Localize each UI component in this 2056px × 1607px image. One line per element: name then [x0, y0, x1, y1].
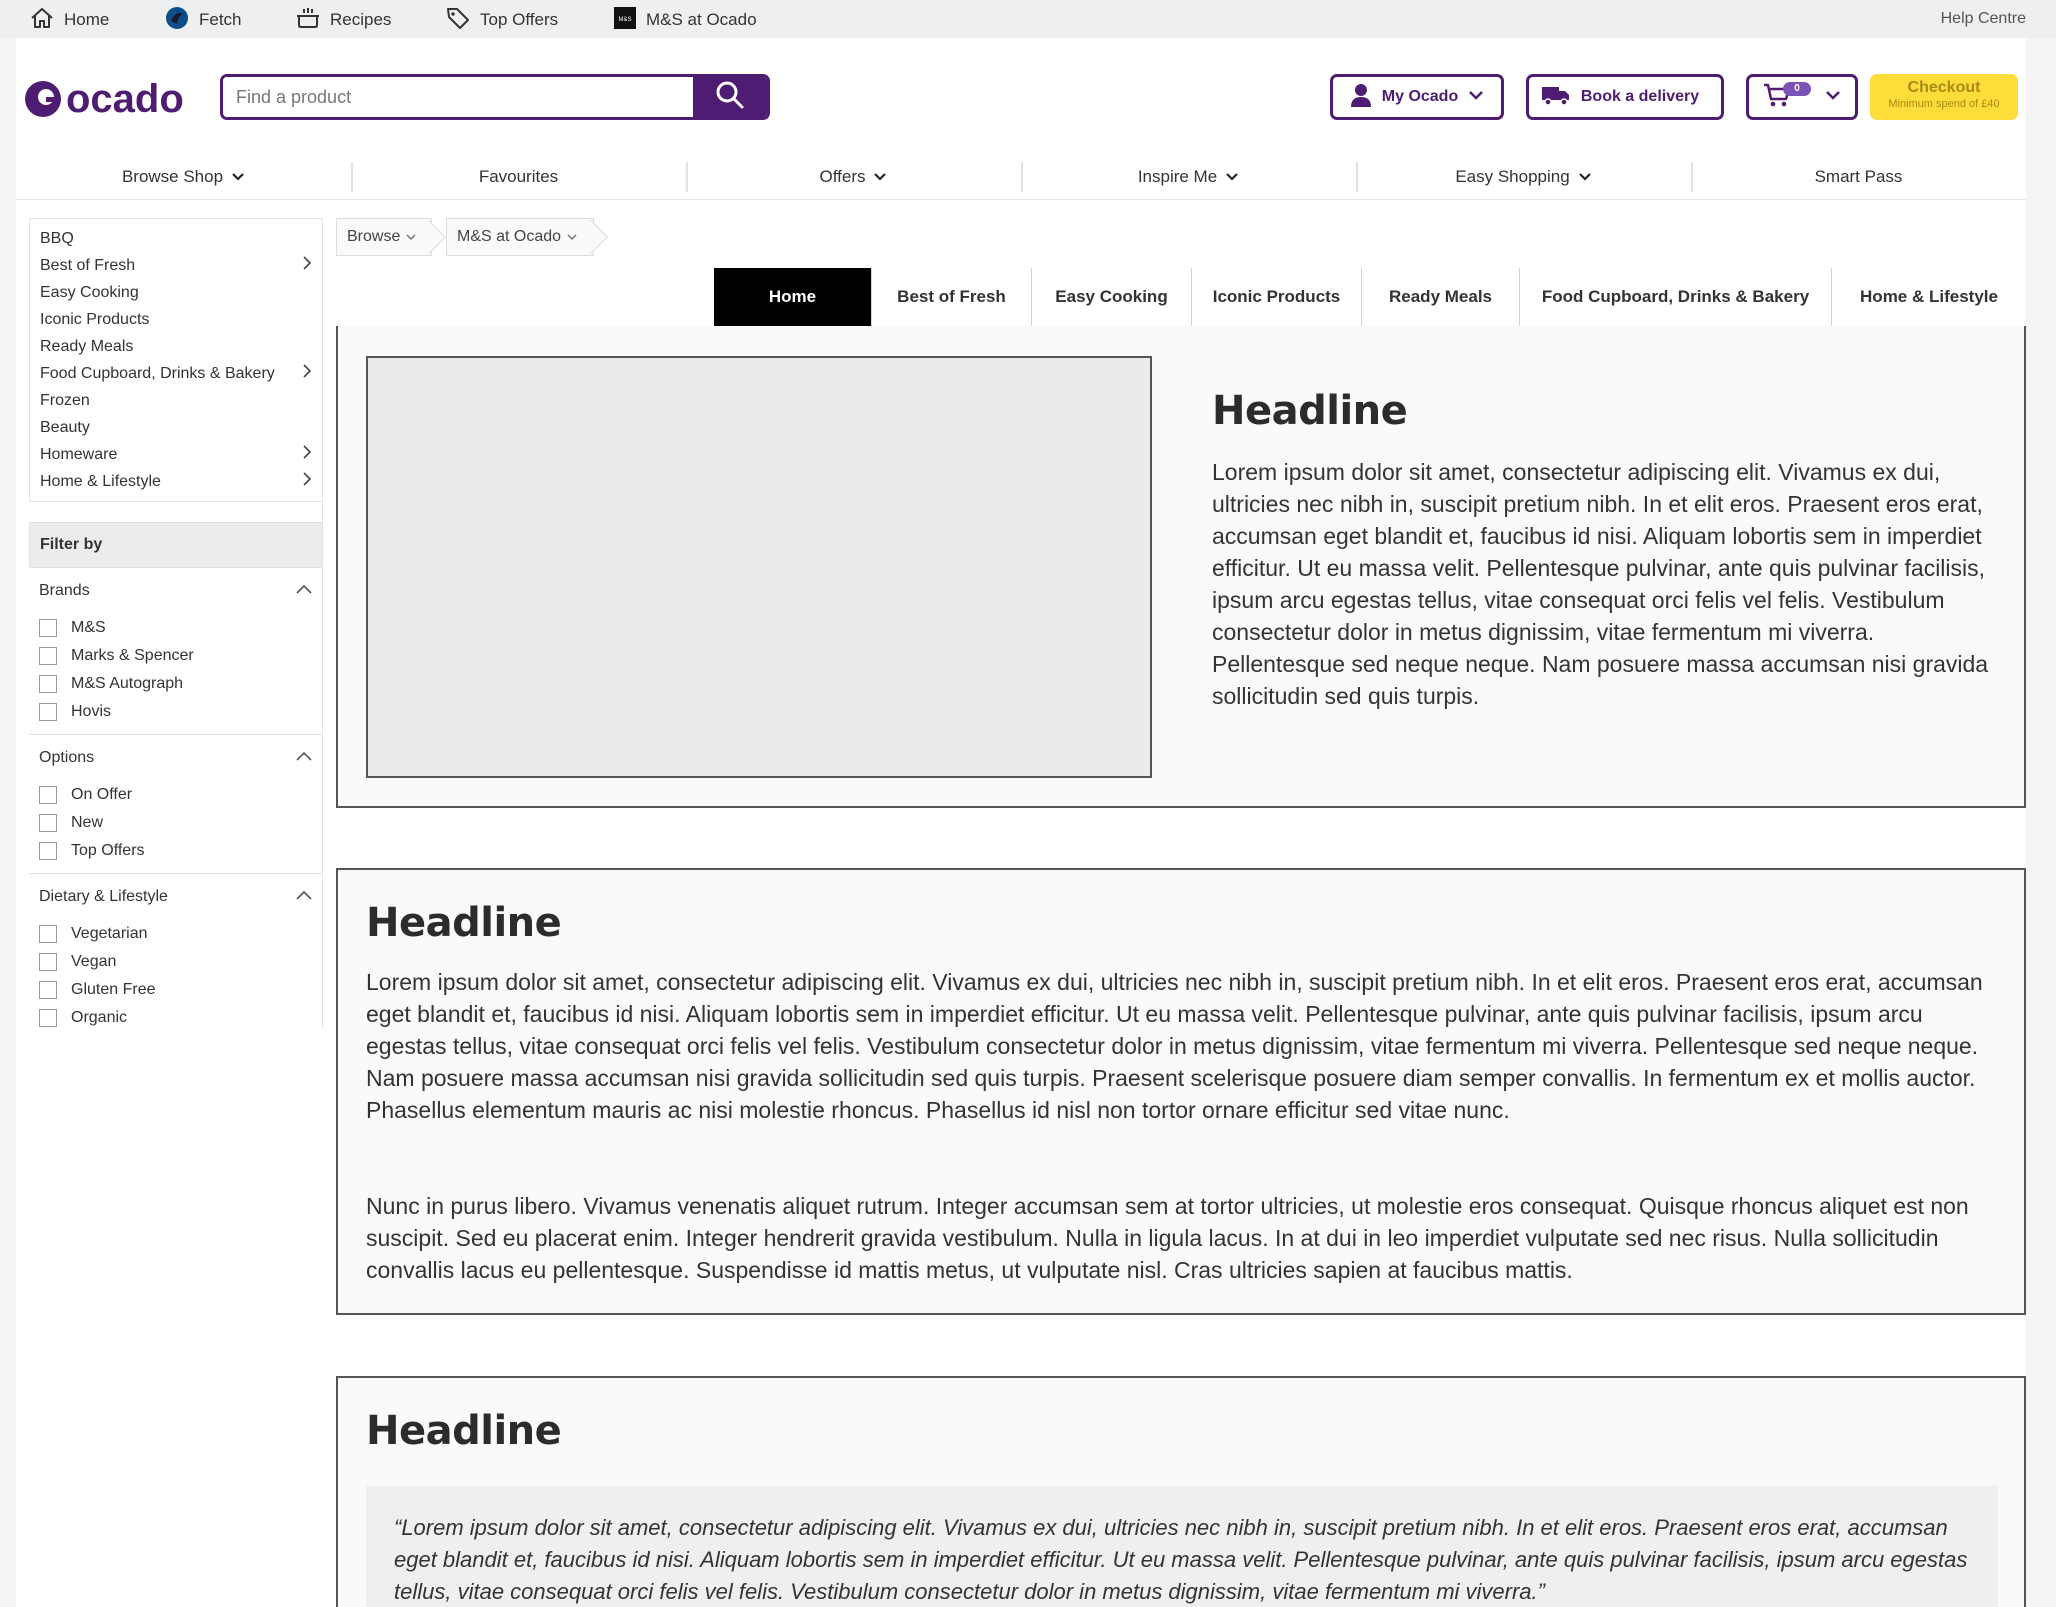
category-item-food-cupboard[interactable] — [30, 360, 322, 387]
chevron-right-icon — [302, 363, 312, 384]
breadcrumb-mands[interactable] — [446, 218, 594, 256]
filter-option[interactable] — [29, 642, 323, 670]
category-item-home-lifestyle[interactable] — [30, 468, 322, 495]
checkbox[interactable] — [39, 647, 57, 665]
category-label: Frozen — [40, 391, 90, 409]
recipes-icon — [296, 7, 320, 34]
card-headline: Headline — [366, 1408, 562, 1454]
category-item-best-of-fresh[interactable] — [30, 252, 322, 279]
card-headline: Headline — [366, 900, 562, 946]
tag-icon — [446, 6, 470, 35]
card-body-text: Nunc in purus libero. Vivamus venenatis aliquet rutrum. Integer accumsan sem at tortor ultricies, ut molestie eros consequat. Quisque rhoncus aliquet est non suscipit. Sed eu placerat enim. Integer hendrerit gravida vestibulum. Nulla in ligula lacus. In at dui in leo imperdiet vulputate sed nec risus. Nulla sollicitudin convallis lacus eu pellentesque. Suspendisse id mattis metus, ut vulputate nisl. Cras ultricies sapien at faucibus mattis. — [366, 1193, 1969, 1283]
chevron-down-icon — [1468, 88, 1484, 106]
chevron-down-icon — [567, 228, 577, 246]
category-label: Ready Meals — [40, 337, 134, 355]
checkbox[interactable] — [39, 703, 57, 721]
category-item-iconic-products[interactable] — [30, 306, 322, 333]
utility-mands-link[interactable] — [614, 8, 757, 32]
category-label: Food Cupboard, Drinks & Bakery — [40, 364, 275, 382]
mands-icon — [614, 7, 636, 34]
filter-option[interactable] — [29, 976, 323, 1004]
utility-recipes-label: Recipes — [330, 10, 392, 29]
nav-smart-pass-label: Smart Pass — [1814, 166, 1903, 186]
utility-fetch-link[interactable] — [165, 8, 242, 32]
category-label: Home & Lifestyle — [40, 472, 161, 490]
utility-top-offers-label: Top Offers — [480, 10, 559, 29]
nav-inspire-me[interactable] — [1021, 154, 1356, 199]
chevron-down-icon — [231, 167, 245, 187]
nav-offers-label: Offers — [819, 166, 866, 186]
filter-option[interactable] — [29, 809, 323, 837]
category-item-frozen[interactable] — [30, 387, 322, 414]
image-placeholder — [366, 356, 1152, 778]
utility-fetch-label: Fetch — [199, 10, 242, 29]
content-card-text — [336, 868, 2026, 1315]
filter-option-label: Top Offers — [71, 842, 145, 859]
filter-option-label: Organic — [71, 1009, 128, 1026]
content-card-quote — [336, 1376, 2026, 1607]
chevron-right-icon — [302, 471, 312, 492]
home-icon — [30, 7, 54, 34]
utility-recipes-link[interactable] — [296, 8, 391, 32]
delivery-van-icon — [1541, 84, 1571, 111]
filter-option-label: Vegetarian — [71, 925, 148, 942]
utility-top-offers-link[interactable] — [446, 8, 558, 32]
filter-option[interactable] — [29, 698, 323, 726]
filter-option[interactable] — [29, 670, 323, 698]
filter-option[interactable] — [29, 1004, 323, 1032]
filter-option-label: Gluten Free — [71, 981, 156, 998]
sidebar — [29, 218, 323, 1040]
tab-home[interactable]: Home — [714, 268, 872, 326]
filter-option-label: M&S — [71, 619, 106, 636]
category-label: Beauty — [40, 418, 90, 436]
pull-quote: “Lorem ipsum dolor sit amet, consectetur adipiscing elit. Vivamus ex dui, ultricies nec nibh in, suscipit pretium nibh. In et elit eros. Praesent eros erat, accumsan eget blandit et, faucibus id nisi. Aliquam lobortis sem in imperdiet efficitur. Ut eu massa velit. Pellentesque pulvinar, ante quis pulvinar facilisis, ipsum arcu egestas tellus, vitae consequat orci felis vel felis. Vestibulum consectetur dolor in metus dignissim, vitae fermentum mi viverra.” — [366, 1486, 1998, 1607]
tab-home-lifestyle[interactable]: Home & Lifestyle — [1832, 268, 2026, 326]
nav-offers[interactable] — [686, 154, 1021, 199]
checkout-label: Checkout — [1907, 79, 1981, 96]
chevron-right-icon — [302, 255, 312, 276]
help-centre-link[interactable]: Help Centre — [1940, 10, 2026, 27]
nav-easy-shopping-label: Easy Shopping — [1455, 166, 1570, 186]
svg-text:M&S: M&S — [618, 16, 632, 23]
filter-group-brands — [29, 568, 323, 735]
tab-easy-cooking[interactable]: Easy Cooking — [1032, 268, 1192, 326]
category-list — [29, 218, 323, 502]
tab-ready-meals[interactable]: Ready Meals — [1362, 268, 1520, 326]
nav-smart-pass[interactable] — [1691, 154, 2026, 199]
checkbox[interactable] — [39, 981, 57, 999]
filter-group-dietary — [29, 874, 323, 1040]
checkbox[interactable] — [39, 842, 57, 860]
checkbox[interactable] — [39, 953, 57, 971]
search-bar — [220, 74, 770, 120]
filter-option[interactable] — [29, 837, 323, 865]
search-input[interactable] — [223, 77, 693, 117]
category-item-bbq[interactable] — [30, 225, 322, 252]
filter-option[interactable] — [29, 781, 323, 809]
tab-iconic-products[interactable]: Iconic Products — [1192, 268, 1362, 326]
category-item-beauty[interactable] — [30, 414, 322, 441]
nav-browse-shop-label: Browse Shop — [121, 166, 224, 186]
breadcrumb-label: Browse — [347, 228, 401, 245]
ocado-logo[interactable] — [24, 76, 204, 122]
checkbox[interactable] — [39, 675, 57, 693]
filter-group-header[interactable] — [29, 735, 323, 781]
filter-option[interactable] — [29, 920, 323, 948]
category-item-homeware[interactable] — [30, 441, 322, 468]
nav-favourites-label: Favourites — [478, 166, 559, 186]
book-delivery-button[interactable] — [1526, 74, 1724, 120]
chevron-down-icon — [1578, 167, 1592, 187]
card-body-text: Lorem ipsum dolor sit amet, consectetur adipiscing elit. Vivamus ex dui, ultricies nec nibh in, suscipit pretium nibh. In et elit eros. Praesent eros erat, accumsan eget blandit et, faucibus id nisi. Aliquam lobortis sem in imperdiet efficitur. Ut eu massa velit. Pellentesque pulvinar, ante quis pulvinar facilisis, ipsum arcu egestas tellus, vitae consequat orci felis vel felis. Vestibulum consectetur dolor in metus dignissim, vitae fermentum mi viverra. Pellentesque sed neque neque. Nam posuere massa accumsan nisi gravida sollicitudin sed quis turpis. — [1212, 459, 1989, 709]
breadcrumb-label: M&S at Ocado — [457, 228, 562, 245]
main-navigation — [16, 154, 2026, 200]
filter-option-label: New — [71, 814, 104, 831]
card-headline: Headline — [1212, 388, 1408, 434]
chevron-down-icon — [406, 228, 416, 246]
filter-option[interactable] — [29, 948, 323, 976]
filter-group-header[interactable] — [29, 874, 323, 920]
filter-group-options — [29, 735, 323, 874]
my-ocado-button[interactable] — [1330, 74, 1504, 120]
card-body-text: Lorem ipsum dolor sit amet, consectetur adipiscing elit. Vivamus ex dui, ultricies nec nibh in, suscipit pretium nibh. In et elit eros. Praesent eros erat, accumsan eget blandit et, faucibus id nisi. Aliquam lobortis sem in imperdiet efficitur. Ut eu massa velit. Pellentesque pulvinar, ante quis pulvinar facilisis, ipsum arcu egestas tellus, vitae consequat orci felis vel felis. Vestibulum consectetur dolor in metus dignissim, vitae fermentum mi viverra. Pellentesque sed neque neque. Nam posuere massa accumsan nisi gravida sollicitudin sed quis turpis. Praesent scelerisque posuere diam semper convallis. In fermentum ex et mollis auctor. Phasellus elementum mauris ac nisi molestie rhoncus. Phasellus id nisl non tortor ornare efficitur sed vitae nunc. — [366, 969, 1983, 1123]
checkbox[interactable] — [39, 925, 57, 943]
nav-inspire-me-label: Inspire Me — [1137, 166, 1218, 186]
chevron-down-icon — [1825, 88, 1841, 106]
checkbox[interactable] — [39, 619, 57, 637]
fetch-icon — [165, 6, 189, 35]
utility-mands-label: M&S at Ocado — [646, 10, 757, 29]
chevron-right-icon — [302, 444, 312, 465]
logo-text: ocado — [66, 77, 184, 121]
search-icon — [715, 80, 745, 115]
checkbox[interactable] — [39, 786, 57, 804]
chevron-up-icon — [295, 888, 313, 906]
category-item-easy-cooking[interactable] — [30, 279, 322, 306]
utility-bar — [0, 0, 2056, 38]
chevron-down-icon — [1225, 167, 1239, 187]
category-item-ready-meals[interactable] — [30, 333, 322, 360]
checkout-button[interactable] — [1870, 74, 2018, 120]
chevron-up-icon — [295, 749, 313, 767]
filter-option-label: Vegan — [71, 953, 117, 970]
filter-option-label: Hovis — [71, 703, 112, 720]
tab-food-cupboard[interactable]: Food Cupboard, Drinks & Bakery — [1520, 268, 1832, 326]
filter-option-label: M&S Autograph — [71, 675, 184, 692]
filter-group-title: Dietary & Lifestyle — [39, 888, 168, 905]
category-label: Homeware — [40, 445, 118, 463]
checkbox[interactable] — [39, 814, 57, 832]
utility-home-link[interactable] — [30, 8, 109, 32]
cart-count-badge: 0 — [1783, 82, 1811, 96]
nav-browse-shop[interactable] — [16, 154, 351, 199]
filter-group-title: Brands — [39, 582, 90, 599]
section-tabs — [714, 268, 2026, 326]
nav-easy-shopping[interactable] — [1356, 154, 1691, 199]
chevron-down-icon — [873, 167, 887, 187]
category-label: BBQ — [40, 229, 74, 247]
filter-option-label: Marks & Spencer — [71, 647, 194, 664]
book-delivery-label: Book a delivery — [1580, 88, 1700, 105]
filter-option[interactable] — [29, 614, 323, 642]
chevron-up-icon — [295, 582, 313, 600]
category-label: Best of Fresh — [40, 256, 136, 274]
filter-by-heading: Filter by — [29, 522, 323, 568]
filter-option-label: On Offer — [71, 786, 133, 803]
category-label: Iconic Products — [40, 310, 150, 328]
trolley-button[interactable] — [1746, 74, 1858, 120]
my-ocado-label: My Ocado — [1381, 88, 1459, 105]
checkout-minimum-note: Minimum spend of £40 — [1888, 98, 2000, 110]
checkbox[interactable] — [39, 1009, 57, 1027]
user-icon — [1350, 83, 1372, 112]
filter-group-title: Options — [39, 749, 95, 766]
nav-favourites[interactable] — [351, 154, 686, 199]
utility-home-label: Home — [64, 10, 110, 29]
category-label: Easy Cooking — [40, 283, 139, 301]
breadcrumb-browse[interactable] — [336, 218, 432, 256]
tab-best-of-fresh[interactable]: Best of Fresh — [872, 268, 1032, 326]
content-card-image-text — [336, 326, 2026, 808]
filter-group-header[interactable] — [29, 568, 323, 614]
search-button[interactable] — [693, 77, 767, 117]
